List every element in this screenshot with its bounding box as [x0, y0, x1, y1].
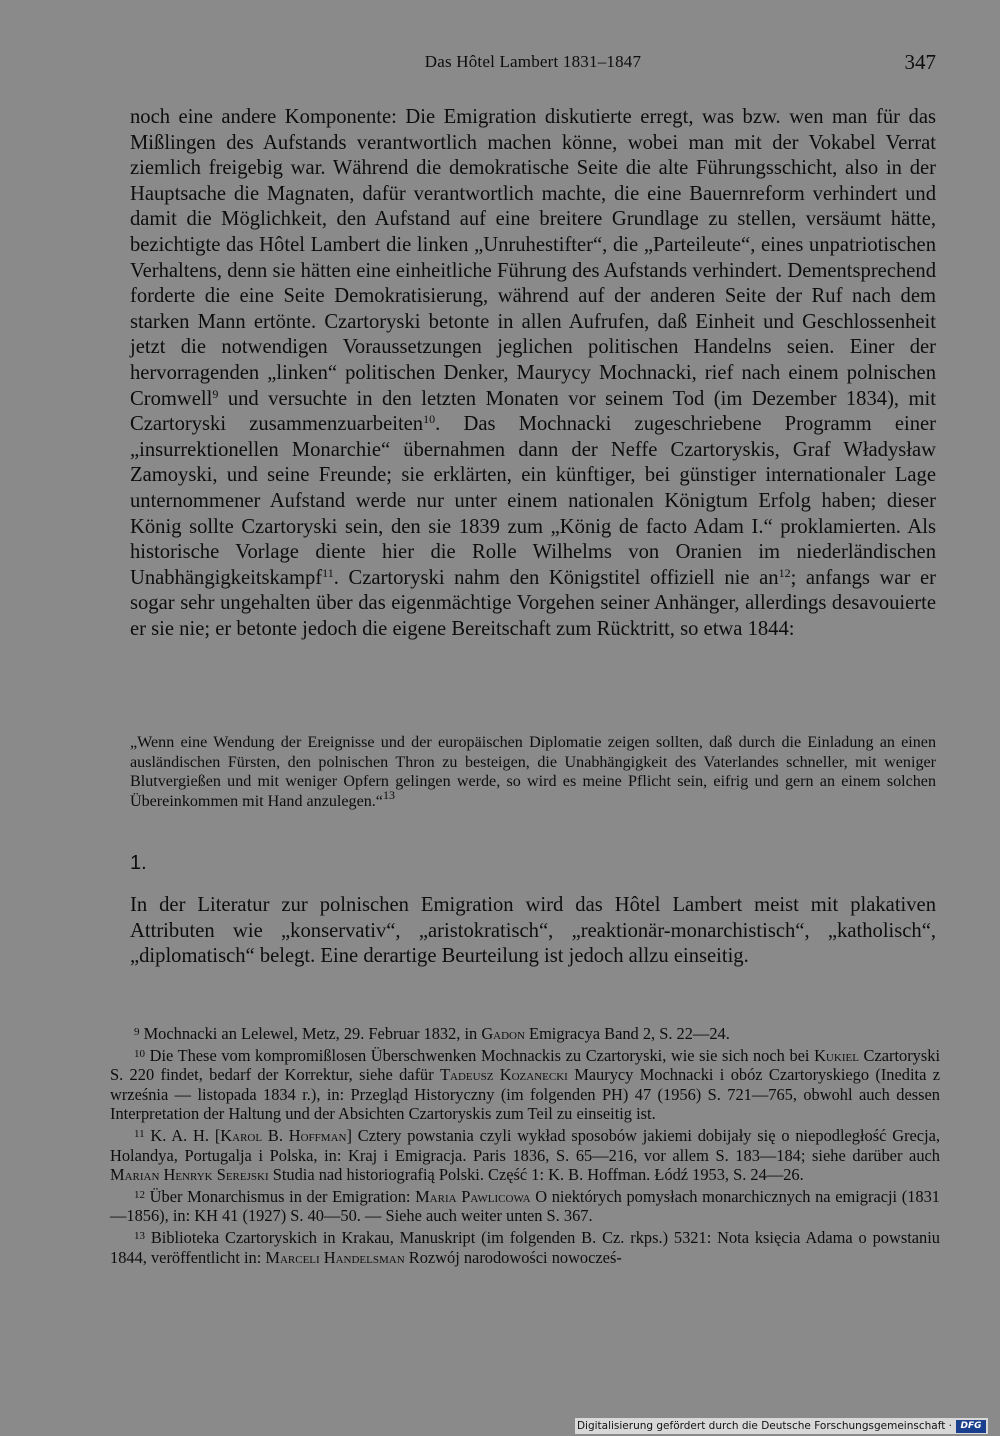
running-head: [130, 50, 936, 78]
footnote-text: Die These vom kompromißlosen Überschwenken Mochnackis zu Czartoryski, wie sie sich noch bei: [145, 1045, 815, 1065]
footnote: [110, 1023, 940, 1044]
paragraph-1-part-1: noch eine andere Komponente: Die Emigration diskutierte erregt, was bzw. wen man für das Mißlingen des Aufstands verantwortlich machen könne, wobei man mit der Vokabel Verrat ziemlich freigebig war. Während die demokratische Seite die alte Führungsschicht, also in der Hauptsache die Magnaten, dafür verantwortlich machte, die eine Bauernreform verhindert und damit die Möglichkeit, den Aufstand auf eine breitere Grundlage zu stellen, versäumt hätte, bezichtigte das Hôtel Lambert die linken „Unruhestifter“, die „Parteileute“, eines unpatriotischen Verhaltens, denn sie hätten eine einheitliche Führung des Aufstands verhindert. Dementsprechend forderte die eine Seite Demokratisierung, während auf der anderen Seite der Ruf nach dem starken Mann ertönte. Czartoryski betonte in allen Aufrufen, daß Einheit und Geschlossenheit jetzt die notwendigen Voraussetzungen jeglichen politischen Handelns seien. Einer der hervorragenden „linken“ politischen Denker, Maurycy Mochnacki, rief nach einem polnischen Cromwell: [130, 106, 936, 410]
footnote-text: Studia nad historiografią Polski. Część 1: K. B. Hoffman. Łódź 1953, S. 24—26.: [268, 1165, 804, 1185]
paragraph-1-part-2: und versuchte in den letzten Monaten vor seinem Tod (im Dezember 1834), mit Czartoryski zusammenzuarbeiten: [130, 387, 936, 436]
block-quote: [130, 733, 936, 811]
footnote-text: Emigracya Band 2, S. 22—24.: [524, 1024, 730, 1043]
digitization-credit: [575, 1418, 988, 1434]
paragraph-1-part-4: . Czartoryski nahm den Königstitel offiziell nie an: [333, 566, 779, 589]
footnote-text: Maurycy Mochnacki i obóz Czartoryskiego (Inedita z września — listopada 1834 r.), in: Przegląd Historyczny (im folgenden PH) 47 (1956) S. 721—765, obwohl auch dessen Interpretation der Haltung und der Absichten Czartoryskis zum Teil zu einseitig ist.: [110, 1065, 940, 1124]
footnote-ref-9: 9: [212, 386, 219, 401]
footnote-number: 12: [134, 1188, 145, 1201]
footnote-ref-10: 10: [423, 412, 436, 427]
author-name: Tadeusz Kozanecki: [440, 1065, 568, 1085]
footnote-number: 9: [134, 1026, 140, 1038]
footnote-number: 10: [134, 1047, 145, 1060]
credit-text: Digitalisierung gefördert durch die Deutsche Forschungsgemeinschaft ·: [576, 1420, 952, 1432]
author-name: Karol B. Hoffman: [220, 1125, 347, 1145]
footnote-text: Czartoryski S. 220 findet, bedarf der Korrektur, siehe dafür: [110, 1045, 940, 1085]
footnote-text: Biblioteka Czartoryskich in Krakau, Manuskript (im folgenden B. Cz. rkps.) 5321: Nota księcia Adama o powstaniu 1844, veröffentlicht in:: [110, 1227, 940, 1267]
footnote: [110, 1125, 940, 1185]
quote-text: „Wenn eine Wendung der Ereignisse und der europäischen Diplomatie zeigen sollten, daß durch die Einladung an einen ausländischen Fürsten, den polnischen Thron zu besteigen, die Unabhängigkeit des Vaterlandes schneller, mit weniger Blutvergießen und mit weniger Opfern gelingen werde, so wird es meine Pflicht sein, eifrig und gern an einem solchen Übereinkommen mit Hand anzulegen.“: [130, 734, 936, 810]
footnote-text: ] Cztery powstania czyli wykład sposobów jakiemi dobijały się o niepodległość Grecja, Holandya, Portugalja i Polska, in: Kraj i Emigracja. Paris 1836, S. 65—216, vor allem S. 183—184; siehe darüber auch: [110, 1125, 940, 1165]
author-name: Marian Henryk Serejski: [110, 1165, 269, 1185]
footnote-text: Mochnacki an Lelewel, Metz, 29. Februar 1832, in: [139, 1024, 482, 1043]
section-number: 1.: [130, 852, 147, 874]
footnote-text: Über Monarchismus in der Emigration:: [145, 1186, 416, 1206]
footnote-text: K. A. H. [: [144, 1125, 221, 1145]
footnote: [110, 1045, 940, 1124]
footnote-ref-11: 11: [322, 565, 334, 580]
dfg-logo: DFG: [956, 1420, 986, 1433]
running-title: Das Hôtel Lambert 1831–1847: [424, 52, 642, 71]
footnote-ref-12: 12: [778, 565, 791, 580]
author-name: Gadon: [481, 1024, 525, 1043]
footnote: [110, 1186, 940, 1226]
footnote: [110, 1227, 940, 1267]
paragraph-1-part-3: . Das Mochnacki zugeschriebene Programm einer „insurrektionellen Monarchie“ übernahmen dann der Neffe Czartoryskis, Graf Władysław Zamoyski, und seine Freunde; sie erklärten, ein künftiger, bei günstiger internationaler Lage unternommener Aufstand werde nur unter einem nationalen Königtum Erfolg haben; dieser König sollte Czartoryski sein, den sie 1839 zum „König de facto Adam I.“ proklamierten. Als historische Vorlage diente hier die Rolle Wilhelms von Oranien im niederländischen Unabhängigkeitskampf: [130, 413, 936, 589]
footnote-text: O niektórych pomysłach monarchicznych na emigracji (1831—1856), in: KH 41 (1927) S. 40—50. — Siehe auch weiter unten S. 367.: [110, 1186, 941, 1226]
footnote-ref-13: 13: [382, 787, 395, 802]
author-name: Maria Pawlicowa: [415, 1186, 531, 1206]
author-name: Kukiel: [814, 1045, 859, 1065]
page-number: 347: [904, 50, 936, 74]
footnotes: [110, 1023, 940, 1267]
author-name: Marceli Handelsman: [265, 1247, 405, 1267]
paragraph-1: [130, 105, 936, 642]
paragraph-1-part-5: ; anfangs war er sogar sehr ungehalten über das eigenmächtige Vorgehen seiner Anhänger, allerdings desavouierte er sie nie; er betonte jedoch die eigene Bereitschaft zum Rücktritt, so etwa 1844:: [130, 566, 936, 640]
footnote-text: Rozwój narodowości nowocześ-: [404, 1247, 622, 1267]
footnote-number: 11: [134, 1127, 145, 1140]
paragraph-2: In der Literatur zur polnischen Emigration wird das Hôtel Lambert meist mit plakativen Attributen wie „konservativ“, „aristokratisch“, „reaktionär-monarchistisch“, „katholisch“, „diplomatisch“ belegt. Eine derartige Beurteilung ist jedoch allzu einseitig.: [130, 894, 936, 968]
footnote-number: 13: [134, 1229, 145, 1242]
